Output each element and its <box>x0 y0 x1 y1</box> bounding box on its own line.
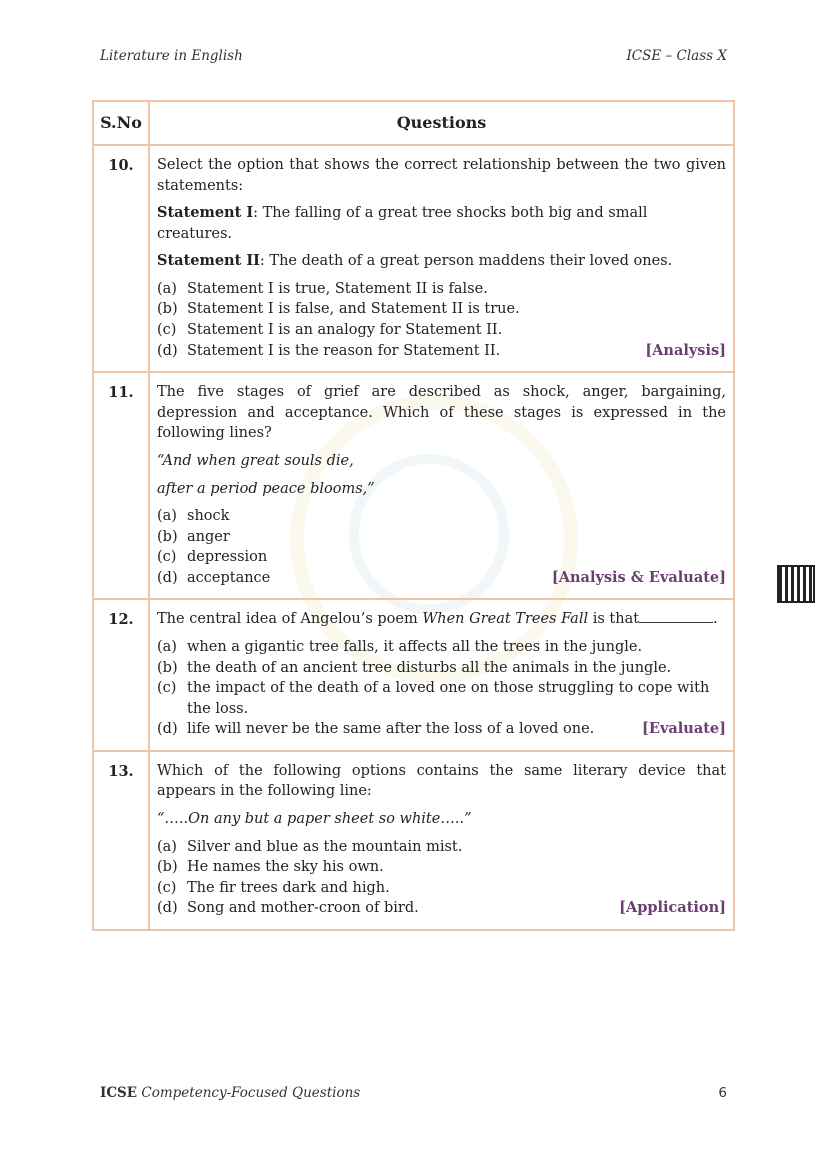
running-header-subject: Literature in English <box>100 48 243 64</box>
option-text: anger <box>187 528 230 545</box>
option-label: (a) <box>157 838 177 855</box>
option-label: (b) <box>157 859 178 876</box>
option-text: shock <box>187 508 230 525</box>
skill-tag: [Evaluate] <box>642 720 726 738</box>
option-c <box>157 678 726 719</box>
option-label: (d) <box>157 342 178 359</box>
option-text: depression <box>187 549 268 566</box>
option-a <box>157 637 726 658</box>
question-body <box>149 599 734 750</box>
option-c <box>157 320 726 341</box>
running-header-class: ICSE – Class X <box>626 48 727 64</box>
statement-2 <box>157 251 726 272</box>
option-b <box>157 658 726 679</box>
option-a <box>157 506 726 527</box>
option-text: the death of an ancient tree disturbs all the animals in the jungle. <box>187 659 672 676</box>
option-text: Statement I is true, Statement II is false. <box>187 280 488 297</box>
table-header-row <box>93 101 734 145</box>
option-label: (c) <box>157 879 177 896</box>
option-label: (b) <box>157 301 178 318</box>
skill-tag: [Analysis & Evaluate] <box>551 568 726 586</box>
question-text-period: . <box>713 611 718 628</box>
option-label: (a) <box>157 280 177 297</box>
question-text-start: The central idea of Angelou’s poem <box>157 611 423 628</box>
option-text: The fir trees dark and high. <box>187 879 390 896</box>
questions-table <box>92 100 735 931</box>
statement-label: Statement II <box>157 252 260 270</box>
question-row-10 <box>93 145 734 372</box>
option-text: He names the sky his own. <box>187 859 384 876</box>
option-text: Statement I is false, and Statement II is true. <box>187 301 520 318</box>
question-text: Select the option that shows the correct relationship between the two given statements: <box>157 157 726 194</box>
skill-tag: [Application] <box>619 899 726 917</box>
option-label: (d) <box>157 569 178 586</box>
statement-text: : The death of a great person maddens their loved ones. <box>259 253 673 270</box>
statement-text: : The falling of a great tree shocks both big and small creatures. <box>157 205 648 242</box>
column-header-sno: S.No <box>93 101 149 145</box>
question-text: Which of the following options contains the same literary device that appears in the following line: <box>157 762 726 800</box>
option-text: Song and mother-croon of bird. <box>187 900 419 917</box>
option-c <box>157 878 726 899</box>
quoted-line-1: “And when great souls die, <box>157 452 354 469</box>
option-label: (b) <box>157 659 178 676</box>
option-text: life will never be the same after the loss of a loved one. <box>187 721 595 738</box>
option-d <box>157 898 726 919</box>
option-text: when a gigantic tree falls, it affects all the trees in the jungle. <box>187 638 643 655</box>
footer-book-title: Competency-Focused Questions <box>141 1085 361 1101</box>
statement-label: Statement I <box>157 204 254 222</box>
footer-board: ICSE <box>100 1085 138 1101</box>
question-body <box>149 751 734 930</box>
question-row-13 <box>93 751 734 930</box>
option-d <box>157 719 726 740</box>
footer-title <box>100 1085 360 1101</box>
option-label: (d) <box>157 721 178 738</box>
question-text <box>157 609 726 630</box>
option-text: Statement I is an analogy for Statement II. <box>187 322 503 339</box>
option-d <box>157 341 726 362</box>
question-row-11 <box>93 372 734 599</box>
option-b <box>157 857 726 878</box>
fill-in-blank <box>639 610 713 623</box>
option-b <box>157 299 726 320</box>
page-number: 6 <box>718 1085 727 1101</box>
option-c <box>157 547 726 568</box>
question-number: 10. <box>93 145 149 372</box>
quoted-line: “…..On any but a paper sheet so white…..” <box>157 811 472 828</box>
option-label: (a) <box>157 638 177 655</box>
question-number: 11. <box>93 372 149 599</box>
question-number: 12. <box>93 599 149 750</box>
option-d <box>157 568 726 589</box>
question-text: The five stages of grief are described as shock, anger, bargaining, depression and acceptance. Which of these stages is expressed in the following lines? <box>157 384 726 442</box>
quoted-line-2: after a period peace blooms,” <box>157 480 375 497</box>
poem-title: When Great Trees Fall <box>422 611 589 628</box>
option-label: (c) <box>157 322 177 339</box>
option-text: Silver and blue as the mountain mist. <box>187 838 463 855</box>
question-row-12 <box>93 599 734 750</box>
option-label: (c) <box>157 680 177 697</box>
option-text: acceptance <box>187 569 271 586</box>
option-label: (c) <box>157 549 177 566</box>
question-body <box>149 372 734 599</box>
option-a <box>157 837 726 858</box>
option-a <box>157 279 726 300</box>
option-text: the impact of the death of a loved one on those struggling to cope with the loss. <box>187 680 710 717</box>
question-text-end: is that <box>588 611 640 628</box>
statement-1 <box>157 203 726 244</box>
option-label: (d) <box>157 900 178 917</box>
option-label: (a) <box>157 508 177 525</box>
qr-code-icon[interactable] <box>777 565 815 603</box>
option-label: (b) <box>157 528 178 545</box>
option-b <box>157 527 726 548</box>
question-number: 13. <box>93 751 149 930</box>
option-text: Statement I is the reason for Statement II. <box>187 342 501 359</box>
column-header-questions: Questions <box>149 101 734 145</box>
skill-tag: [Analysis] <box>645 341 726 359</box>
question-body <box>149 145 734 372</box>
